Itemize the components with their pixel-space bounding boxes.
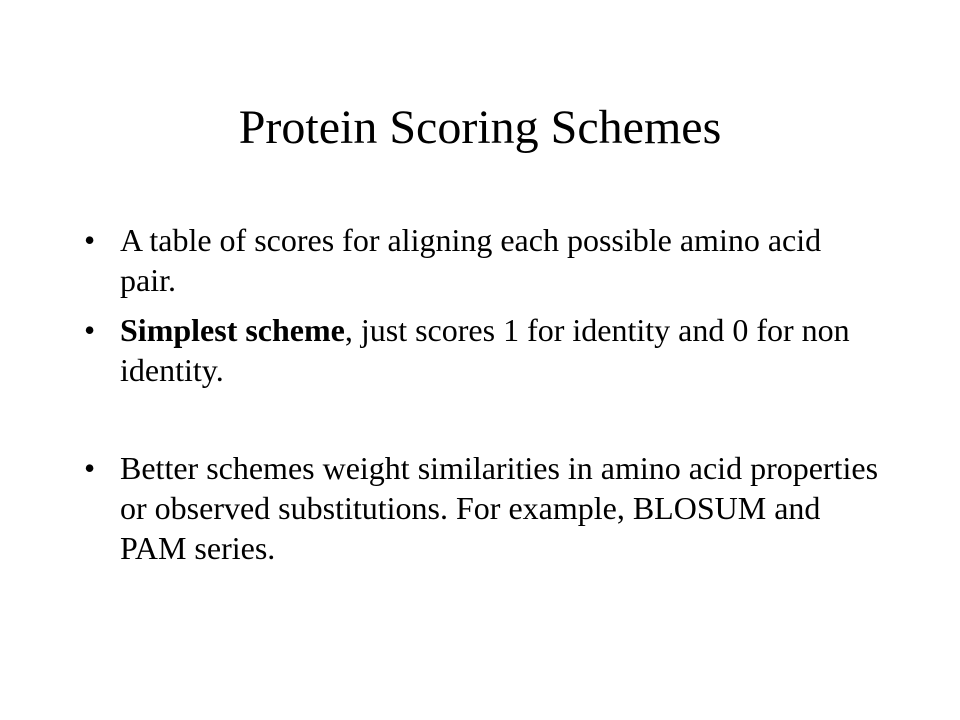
bullet-dot-icon: • xyxy=(84,222,96,258)
slide-title: Protein Scoring Schemes xyxy=(238,101,722,154)
bullet-dot-icon: • xyxy=(84,450,96,486)
bullet-bold-text: Simplest scheme xyxy=(120,312,345,348)
bullet-text: Better schemes weight similarities in amino acid properties or observed substitutions. For example, BLOSUM and PAM series. xyxy=(120,450,879,566)
bullet-text: , just scores 1 for identity and 0 for non identity. xyxy=(120,312,850,388)
bullet-dot-icon: • xyxy=(84,312,96,348)
bullet-text: A table of scores for aligning each possible amino acid pair. xyxy=(120,222,822,298)
bullet-item xyxy=(84,220,884,300)
bullet-item xyxy=(84,310,884,390)
bullet-item xyxy=(84,448,884,568)
bullet-list xyxy=(84,220,884,568)
